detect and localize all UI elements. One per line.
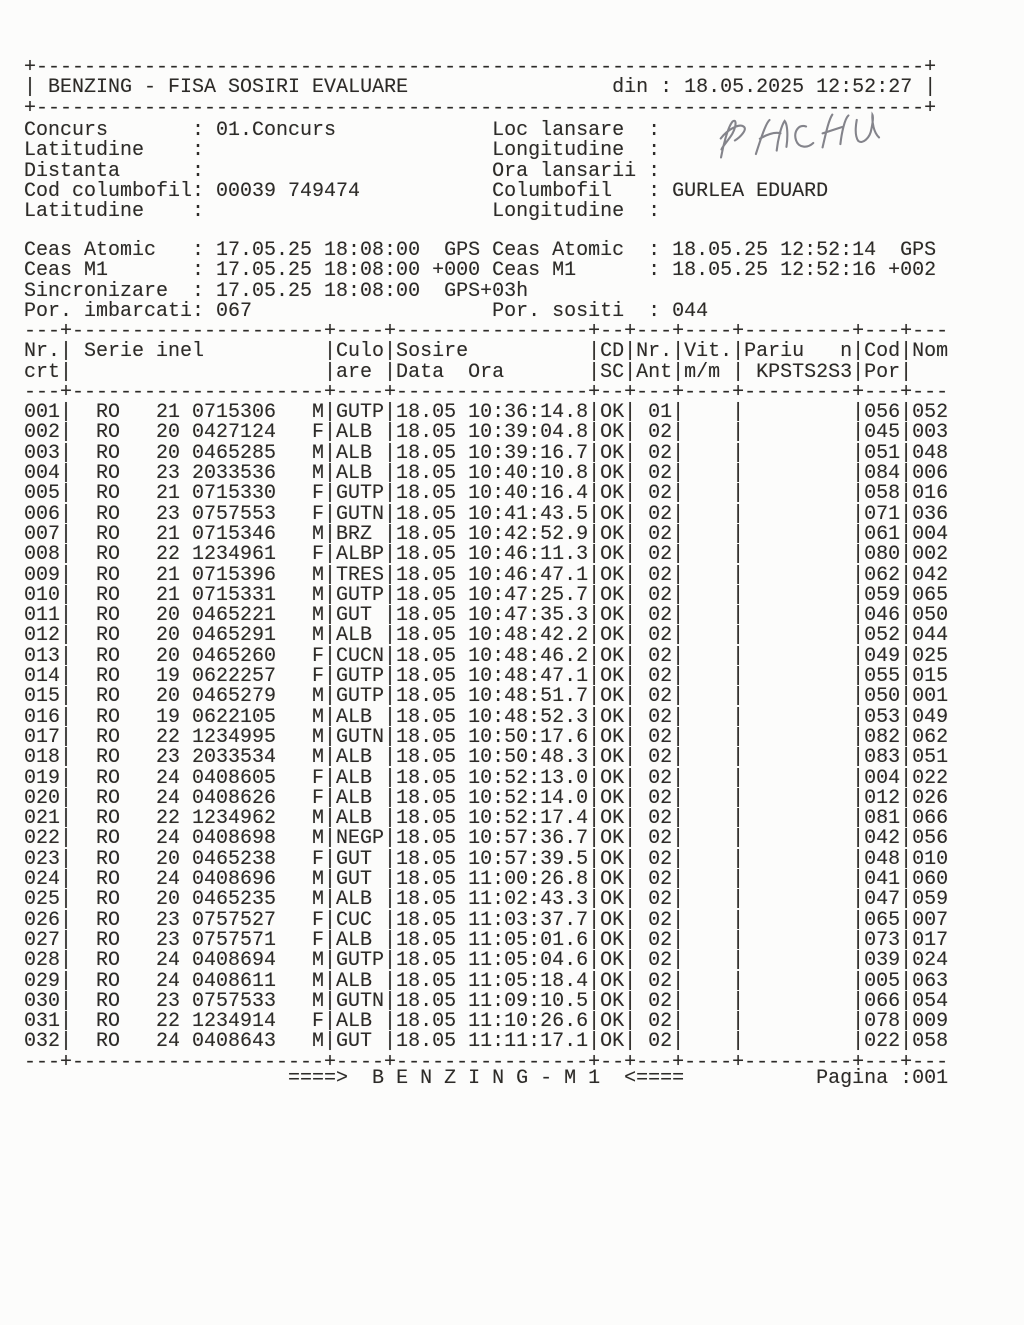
table-row: 011| RO 20 0465221 M|GUT |18.05 10:47:35.3|OK| 02| | |046|050 [24, 604, 949, 628]
table-border-bottom: ---+---------------------+----+----------------+--+---+----+---------+---+--- [24, 1050, 949, 1074]
table-row: 002| RO 20 0427124 F|ALB |18.05 10:39:04.8|OK| 02| | |045|003 [24, 421, 949, 445]
table-row: 005| RO 21 0715330 F|GUTP|18.05 10:40:16.4|OK| 02| | |058|016 [24, 482, 949, 506]
clock-line: Ceas Atomic : 17.05.25 18:08:00 GPS Ceas Atomic : 18.05.25 12:52:14 GPS [24, 239, 937, 262]
table-row: 020| RO 24 0408626 F|ALB |18.05 10:52:14.0|OK| 02| | |012|026 [24, 786, 949, 810]
table-row: 026| RO 23 0757527 F|CUC |18.05 11:03:37.7|OK| 02| | |065|007 [24, 908, 949, 932]
report-title: BENZING - FISA SOSIRI EVALUARE [48, 76, 409, 100]
box-border-top: +--------------------------------------------------------------------------+ [24, 56, 937, 79]
table-row: 021| RO 22 1234962 M|ALB |18.05 10:52:17.4|OK| 02| | |081|066 [24, 807, 949, 831]
table-row: 024| RO 24 0408696 M|GUT |18.05 11:00:26.8|OK| 02| | |041|060 [24, 868, 949, 892]
info-line: Distanta : Ora lansarii : [24, 159, 661, 183]
table-row: 014| RO 19 0622257 F|GUTP|18.05 10:48:47.1|OK| 02| | |055|015 [24, 665, 949, 689]
table-row: 029| RO 24 0408611 M|ALB |18.05 11:05:18.4|OK| 02| | |005|063 [24, 969, 949, 993]
box-border-bottom: +--------------------------------------------------------------------------+ [24, 96, 937, 120]
table-row: 030| RO 23 0757533 M|GUTN|18.05 11:09:10.5|OK| 02| | |066|054 [24, 989, 949, 1013]
info-line: Latitudine : Longitudine : [24, 139, 661, 163]
table-row: 028| RO 24 0408694 M|GUTP|18.05 11:05:04.6|OK| 02| | |039|024 [24, 949, 949, 973]
table-row: 006| RO 23 0757553 F|GUTN|18.05 10:41:43.5|OK| 02| | |071|036 [24, 502, 949, 526]
table-row: 008| RO 22 1234961 F|ALBP|18.05 10:46:11.3|OK| 02| | |080|002 [24, 543, 949, 567]
info-line: Concurs : 01.Concurs Loc lansare : [24, 119, 661, 142]
din-label: din : [612, 76, 673, 100]
table-header-row-1: Nr.| Serie inel |Culo|Sosire |CD|Nr.|Vit.|Pariu n|Cod|Nom [24, 340, 949, 364]
benzing-banner: ====> B E N Z I N G - M 1 <==== [288, 1067, 685, 1090]
table-row: 010| RO 21 0715331 M|GUTP|18.05 10:47:25.7|OK| 02| | |059|065 [24, 583, 949, 607]
footer-line [24, 1069, 948, 1089]
table-row: 032| RO 24 0408643 M|GUT |18.05 11:11:17.1|OK| 02| | |022|058 [24, 1030, 949, 1054]
table-row: 027| RO 23 0757571 F|ALB |18.05 11:05:01.6|OK| 02| | |073|017 [24, 928, 949, 952]
table-row: 015| RO 20 0465279 M|GUTP|18.05 10:48:51.7|OK| 02| | |050|001 [24, 685, 949, 709]
info-line: Latitudine : Longitudine : [24, 200, 661, 224]
table-row: 017| RO 22 1234995 M|GUTN|18.05 10:50:17.6|OK| 02| | |082|062 [24, 725, 949, 749]
clock-sync-block [24, 241, 936, 322]
table-row: 031| RO 22 1234914 F|ALB |18.05 11:10:26.6|OK| 02| | |078|009 [24, 1010, 949, 1034]
pagina-label: Pagina : [816, 1067, 913, 1090]
info-line: Cod columbofil: 00039 749474 Columbofil : GURLEA EDUARD [24, 179, 829, 203]
table-row: 001| RO 21 0715306 M|GUTP|18.05 10:36:14.8|OK| 01| | |056|052 [24, 401, 949, 425]
table-row: 018| RO 23 2033534 M|ALB |18.05 10:50:48.3|OK| 02| | |083|051 [24, 746, 949, 770]
table-row: 025| RO 20 0465235 M|ALB |18.05 11:02:43.3|OK| 02| | |047|059 [24, 888, 949, 912]
table-row: 023| RO 20 0465238 F|GUT |18.05 10:57:39.5|OK| 02| | |048|010 [24, 847, 949, 871]
table-header-border: ---+---------------------+----+----------------+--+---+----+---------+---+--- [24, 380, 949, 404]
table-row: 009| RO 21 0715396 M|TRES|18.05 10:46:47.1|OK| 02| | |062|042 [24, 563, 949, 587]
table-row: 007| RO 21 0715346 M|BRZ |18.05 10:42:52.9|OK| 02| | |061|004 [24, 522, 949, 546]
page-number: 001 [912, 1067, 949, 1090]
contest-info-block [24, 121, 828, 222]
table-row: 019| RO 24 0408605 F|ALB |18.05 10:52:13.0|OK| 02| | |004|022 [24, 766, 949, 790]
table-row: 004| RO 23 2033536 M|ALB |18.05 10:40:10.8|OK| 02| | |084|006 [24, 462, 949, 486]
table-row: 012| RO 20 0465291 M|ALB |18.05 10:48:42.2|OK| 02| | |052|044 [24, 624, 949, 648]
arrivals-table [24, 322, 948, 1073]
page-footer [24, 1069, 948, 1089]
table-row: 022| RO 24 0408698 M|NEGP|18.05 10:57:36.7|OK| 02| | |042|056 [24, 827, 949, 851]
table-header-row-2: crt| |are |Data Ora |SC|Ant|m/m | KPSTS2S3|Por| [24, 360, 949, 384]
clock-line: Sincronizare : 17.05.25 18:08:00 GPS+03h [24, 279, 529, 303]
table-border-top: ---+---------------------+----+----------------+--+---+----+---------+---+--- [24, 320, 949, 343]
report-datetime: 18.05.2025 12:52:27 [684, 76, 913, 100]
table-row: 016| RO 19 0622105 M|ALB |18.05 10:48:52.3|OK| 02| | |053|049 [24, 705, 949, 729]
clock-line: Ceas M1 : 17.05.25 18:08:00 +000 Ceas M1 : 18.05.25 12:52:16 +002 [24, 259, 937, 283]
table-row: 003| RO 20 0465285 M|ALB |18.05 10:39:16.7|OK| 02| | |051|048 [24, 441, 949, 465]
table-row: 013| RO 20 0465260 F|CUCN|18.05 10:48:46.2|OK| 02| | |049|025 [24, 644, 949, 668]
clock-line: Por. imbarcati: 067 Por. sositi : 044 [24, 299, 709, 323]
report-title-line: | BENZING - FISA SOSIRI EVALUARE din : 18.05.2025 12:52:27 | [24, 76, 937, 100]
